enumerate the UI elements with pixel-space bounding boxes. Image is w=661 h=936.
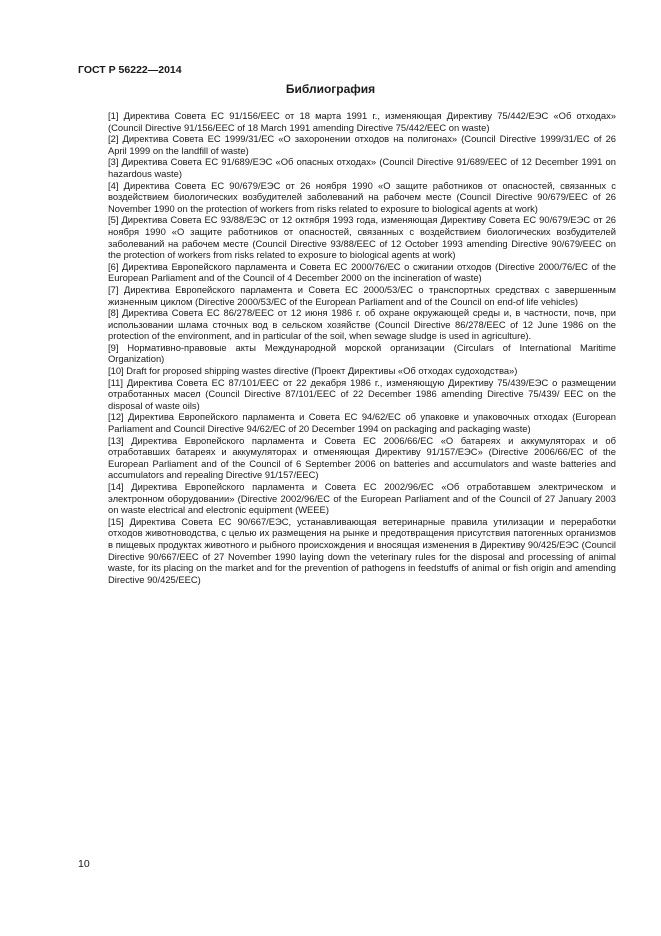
bibliography-entry-15: [15] Директива Совета ЕС 90/667/ЕЭС, устанавливающая ветеринарные правила утилизации и переработки отходов животноводства, с целью их размещения на рынке и предотвращения присутствия патогенных организмов в пищевых продуктах животного и рыбного происхождения и вносящая изменения в Директиву 90/425/ЕЭС (Council Directive 90/667/EEC of 27 November 1990 laying down the veterinary rules for the disposal and processing of animal waste, for its placing on the market and for the prevention of pathogens in feedstuffs of animal or fish origin and amending Directive 90/425/EEC) xyxy=(108,515,616,585)
bibliography-entry-12: [12] Директива Европейского парламента и Совета ЕС 94/62/ЕС об упаковке и упаковочных отходах (European Parliament and Council Directive 94/62/EC of 20 December 1994 on packaging and packaging waste) xyxy=(108,411,616,435)
bibliography-entry-7: [7] Директива Европейского парламента и Совета ЕС 2000/53/ЕС о транспортных средствах с завершенным жизненным циклом (Directive 2000/53/EC of the European Parliament and of the Council on end-of life vehicles) xyxy=(108,283,616,307)
bibliography-entry-8: [8] Директива Совета ЕС 86/278/ЕЕС от 12 июня 1986 г. об охране окружающей среды и, в частности, почв, при использовании шлама сточных вод в сельском хозяйстве (Council Directive 86/278/EEC of 12 June 1986 on the protection of the environment, and in particular of the soil, when sewage sludge is used in agriculture). xyxy=(108,307,616,342)
bibliography-entry-1: [1] Директива Совета ЕС 91/156/ЕЕС от 18 марта 1991 г., изменяющая Директиву 75/442/ЕЭС «Об отходах» (Council Directive 91/156/EEC of 18 March 1991 amending Directive 75/442/EEC on waste) xyxy=(108,110,616,133)
bibliography-list xyxy=(108,110,616,585)
bibliography-entry-11: [11] Директива Совета ЕС 87/101/ЕЕС от 22 декабря 1986 г., изменяющую Директиву 75/439/ЕЭС о размещении отработанных масел (Council Directive 87/101/EEC of 22 December 1986 amending Directive 75/439/ EEC on the disposal of waste oils) xyxy=(108,376,616,411)
bibliography-entry-14: [14] Директива Европейского парламента и Совета ЕС 2002/96/ЕС «Об отработавшем электрическом и электронном оборудовании» (Directive 2002/96/EC of the European Parliament and of the Council of 27 January 2003 on waste electrical and electronic equipment (WEEE) xyxy=(108,481,616,516)
bibliography-entry-5: [5] Директива Совета ЕС 93/88/ЕЭС от 12 октября 1993 года, изменяющая Директиву Совета ЕС 90/679/ЕЭС от 26 ноября 1990 «О защите работников от опасностей, связанных с воздействием биологических возбудителей заболеваний на рабочем месте (Council Directive 93/88/EEC of 12 October 1993 amending Directive 90/679/EEC on the protection of workers from risks related to exposure to biological agents at work) xyxy=(108,214,616,261)
bibliography-entry-10: [10] Draft for proposed shipping wastes directive (Проект Директивы «Об отходах судоходства») xyxy=(108,365,518,377)
bibliography-entry-13: [13] Директива Европейского парламента и Совета ЕС 2006/66/ЕС «О батареях и аккумуляторах и об отработавших батареях и аккумуляторах и отменяющая Директиву 91/157/ЕЭС» (Directive 2006/66/EC of the European Parliament and of the Council of 6 September 2006 on batteries and accumulators and waste batteries and accumulators and repealing Directive 91/157/EEC) xyxy=(108,434,616,481)
page-number: 10 xyxy=(78,858,90,870)
bibliography-entry-9: [9] Нормативно-правовые акты Международной морской организации (Circulars of International Maritime Organization) xyxy=(108,341,616,365)
bibliography-entry-3: [3] Директива Совета ЕС 91/689/ЕЭС «Об опасных отходах» (Council Directive 91/689/EEC of 12 December 1991 on hazardous waste) xyxy=(108,156,616,179)
bibliography-entry-6: [6] Директива Европейского парламента и Совета ЕС 2000/76/ЕС о сжигании отходов (Directive 2000/76/EC of the European Parliament and of the Council of 4 December 2000 on the incineration of waste) xyxy=(108,260,616,284)
bibliography-entry-2: [2] Директива Совета ЕС 1999/31/ЕС «О захоронении отходов на полигонах» (Council Directive 1999/31/EC of 26 April 1999 on the landfill of waste) xyxy=(108,133,616,156)
page-title: Библиография xyxy=(285,82,376,96)
document-code: ГОСТ Р 56222—2014 xyxy=(78,64,182,76)
bibliography-entry-4: [4] Директива Совета ЕС 90/679/ЕЭС от 26 ноября 1990 «О защите работников от опасностей, связанных с воздействием биологических возбудителей заболеваний на рабочем месте (Council Directive 90/679/EEC of 26 November 1990 on the protection of workers from risks related to exposure to biological agents at work) xyxy=(108,179,616,214)
